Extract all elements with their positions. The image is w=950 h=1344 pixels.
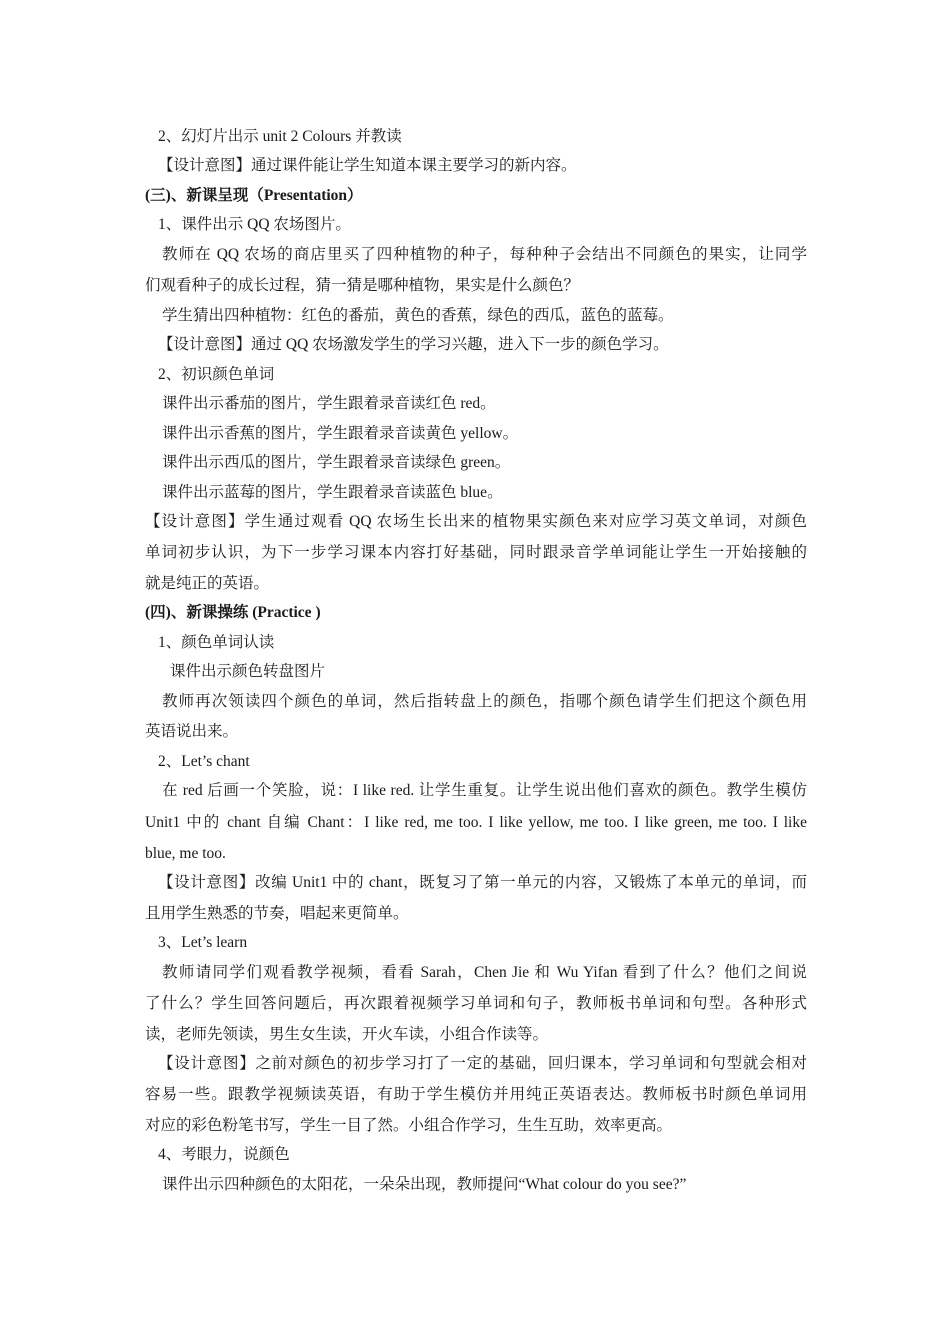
text-line: 4、考眼力，说颜色: [158, 1146, 290, 1163]
text-line: 【设计意图】学生通过观看 QQ 农场生长出来的植物果实颜色来对应学习英文单词，对颜色: [145, 513, 807, 530]
text-line: 课件出示西瓜的图片，学生跟着录音读绿色 green。: [162, 454, 511, 471]
text-line: 就是纯正的英语。: [145, 575, 270, 592]
text-line: 且用学生熟悉的节奏，唱起来更简单。: [145, 905, 409, 922]
text-line: 教师再次领读四个颜色的单词，然后指转盘上的颜色，指哪个颜色请学生们把这个颜色用: [162, 693, 807, 710]
text-line: blue, me too.: [145, 845, 226, 862]
text-line: 课件出示四种颜色的太阳花，一朵朵出现，教师提问“What colour do you see?”: [162, 1176, 687, 1193]
text-line: 容易一些。跟教学视频读英语，有助于学生模仿并用纯正英语表达。教师板书时颜色单词用: [145, 1086, 807, 1103]
text-line: 读，老师先领读，男生女生读，开火车读，小组合作读等。: [145, 1026, 549, 1043]
text-line: 教师在 QQ 农场的商店里买了四种植物的种子，每种种子会结出不同颜色的果实，让同学: [162, 246, 807, 263]
text-line: 【设计意图】通过 QQ 农场激发学生的学习兴趣，进入下一步的颜色学习。: [158, 336, 669, 353]
text-line: 【设计意图】改编 Unit1 中的 chant，既复习了第一单元的内容，又锻炼了本单元的单词，而: [158, 874, 807, 891]
text-line: 了什么？学生回答问题后，再次跟着视频学习单词和句子，教师板书单词和句型。各种形式: [145, 995, 807, 1012]
text-line: 英语说出来。: [145, 723, 239, 740]
section-heading: (三)、新课呈现（Presentation）: [145, 187, 363, 204]
text-line: 学生猜出四种植物：红色的番茄，黄色的香蕉，绿色的西瓜，蓝色的蓝莓。: [162, 307, 674, 324]
text-line: 在 red 后画一个笑脸，说：I like red. 让学生重复。让学生说出他们喜欢的颜色。教学生模仿: [162, 782, 807, 799]
text-line: Unit1 中的 chant 自编 Chant：I like red, me too. I like yellow, me too. I like green, me too. I like: [145, 814, 807, 831]
text-line: 课件出示香蕉的图片，学生跟着录音读黄色 yellow。: [162, 425, 519, 442]
text-line: 教师请同学们观看教学视频，看看 Sarah，Chen Jie 和 Wu Yifan 看到了什么？他们之间说: [162, 964, 807, 981]
text-line: 课件出示蓝莓的图片，学生跟着录音读蓝色 blue。: [162, 484, 503, 501]
text-line: 课件出示番茄的图片，学生跟着录音读红色 red。: [162, 395, 496, 412]
text-line: 2、幻灯片出示 unit 2 Colours 并教读: [158, 128, 402, 145]
text-line: 2、初识颜色单词: [158, 366, 275, 383]
text-line: 们观看种子的成长过程，猜一猜是哪种植物，果实是什么颜色？: [145, 277, 580, 294]
text-line: 单词初步认识，为下一步学习课本内容打好基础，同时跟录音学单词能让学生一开始接触的: [145, 544, 807, 561]
text-line: 1、颜色单词认读: [158, 634, 275, 651]
text-line: 2、Let’s chant: [158, 753, 250, 770]
text-line: 【设计意图】之前对颜色的初步学习打了一定的基础，回归课本，学习单词和句型就会相对: [158, 1055, 807, 1072]
text-line: 对应的彩色粉笔书写，学生一目了然。小组合作学习，生生互助，效率更高。: [145, 1117, 673, 1134]
text-line: 1、课件出示 QQ 农场图片。: [158, 216, 351, 233]
text-line: 3、Let’s learn: [158, 934, 248, 951]
text-line: 【设计意图】通过课件能让学生知道本课主要学习的新内容。: [158, 157, 577, 174]
text-line: 课件出示颜色转盘图片: [170, 663, 326, 680]
section-heading: (四)、新课操练 (Practice ): [145, 604, 321, 621]
